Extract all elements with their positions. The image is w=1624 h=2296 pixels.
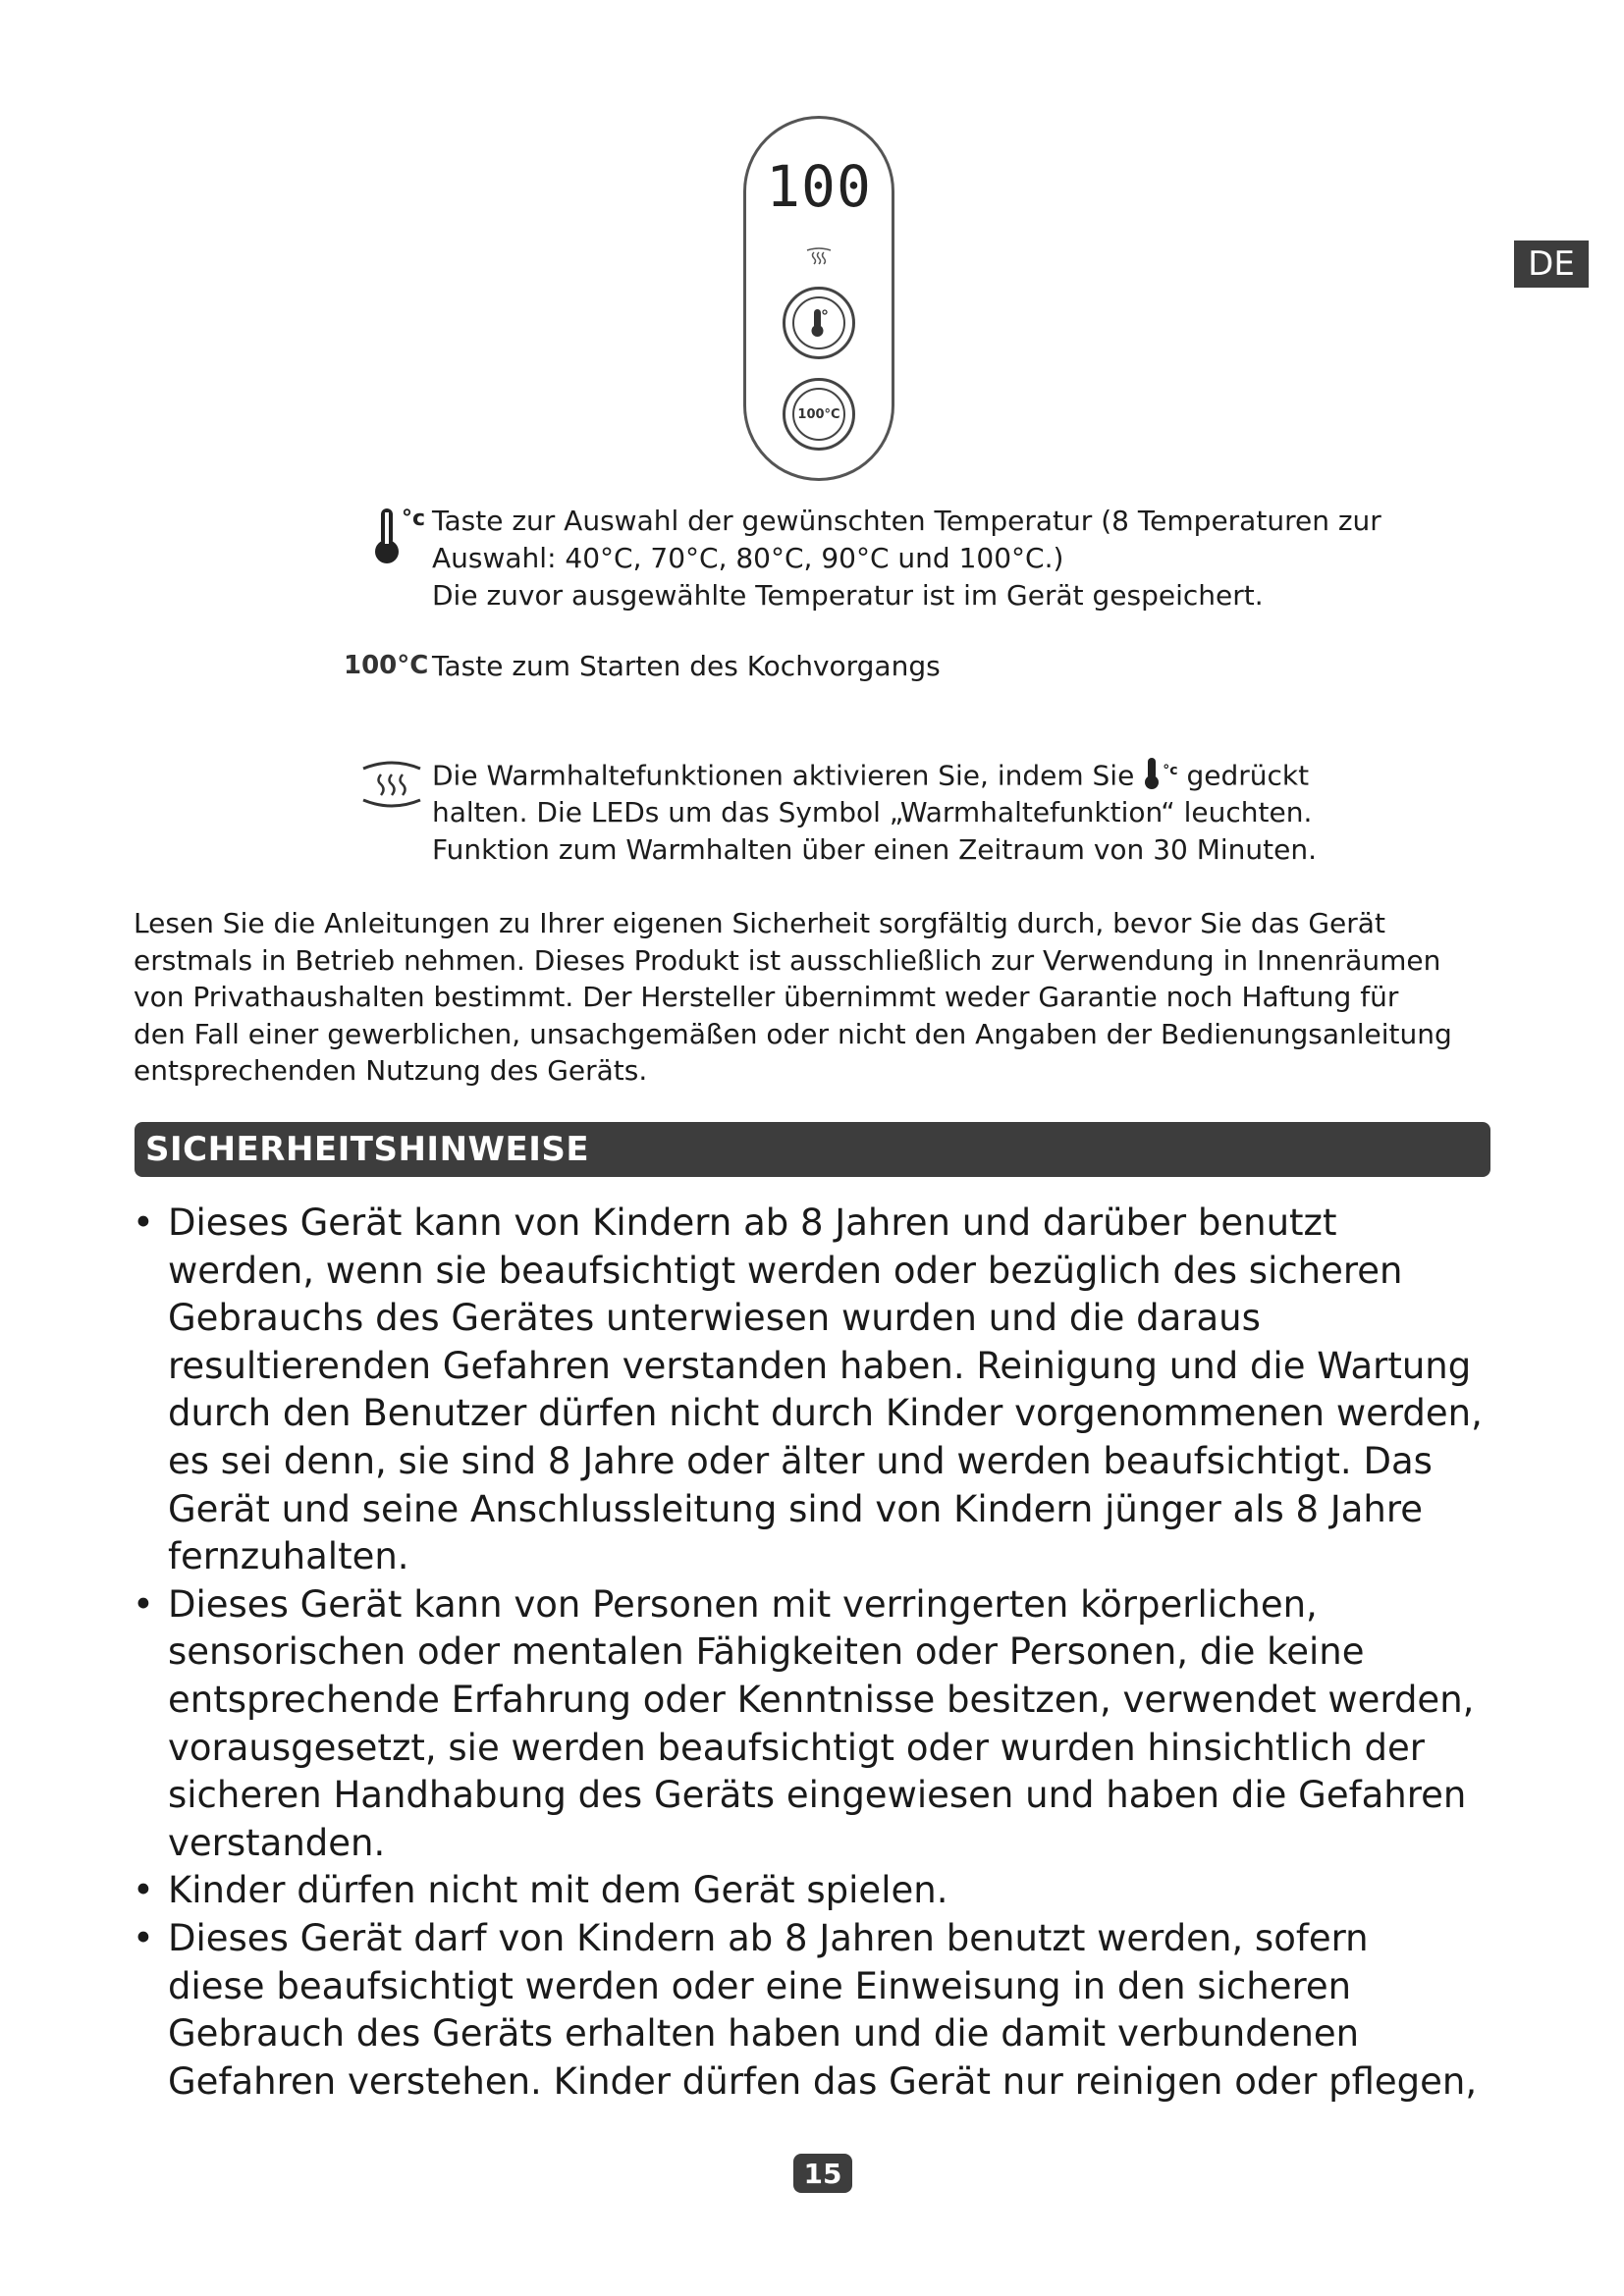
list-item: • Dieses Gerät kann von Kindern ab 8 Jahren und darüber benutzt werden, wenn sie beaufsichtigt werden oder bezüglich des sicheren Gebrauchs des Gerätes unterwiesen wurden und die daraus resultierenden Gefahren verstanden haben. Reinigung und die Wartung durch den Benutzer dürfen nicht durch Kinder vorgenommenen werden, es sei denn, sie sind 8 Jahre oder älter und werden beaufsichtigt. Das Gerät und seine Anschlussleitung sind von Kindern jünger als 8 Jahre fernzuhalten.: [130, 1200, 1504, 1581]
temperature-select-button[interactable]: [783, 287, 855, 359]
thermometer-icon: [1143, 757, 1163, 790]
safety-list: [130, 1200, 1504, 2106]
boil-start-button[interactable]: [783, 378, 855, 451]
keep-warm-icon: [359, 755, 424, 814]
list-item: • Dieses Gerät darf von Kindern ab 8 Jahren benutzt werden, sofern diese beaufsichtigt werden oder eine Einweisung in den sicheren Gebrauch des Geräts erhalten haben und die damit verbundenen Gefahren verstehen. Kinder dürfen das Gerät nur reinigen oder pflegen,: [130, 1915, 1504, 2106]
section-title: SICHERHEITSHINWEISE: [135, 1122, 1490, 1177]
page-number: 15: [793, 2154, 852, 2193]
boil-icon-label: 100°C: [344, 651, 429, 680]
temperature-display: 100: [766, 153, 872, 220]
list-item: • Dieses Gerät kann von Personen mit verringerten körperlichen, sensorischen oder mentalen Fähigkeiten oder Personen, die keine entsprechende Erfahrung oder Kenntnisse besitzen, verwendet werden, vorausgesetzt, sie werden beaufsichtigt oder wurden hinsichtlich der sicheren Handhabung des Geräts eingewiesen und haben die Gefahren verstanden.: [130, 1581, 1504, 1868]
language-tab: DE: [1514, 240, 1589, 288]
temp-button-description: Taste zur Auswahl der gewünschten Temperatur (8 Temperaturen zur Auswahl: 40°C, 70°C, 80°C, 90°C und 100°C.) Die zuvor ausgewählte Temperatur ist im Gerät gespeichert.: [432, 505, 1381, 612]
keep-warm-indicator-icon: [805, 246, 833, 266]
control-panel-illustration: [743, 116, 894, 481]
boil-button-label: 100°C: [792, 388, 845, 441]
temp-icon-unit: °c: [402, 507, 426, 531]
keep-warm-description: Die Warmhaltefunktionen aktivieren Sie, indem Sie $^{^\circ c}$ gedrückt halten. Die LEDs um das Symbol „Warmhaltefunktion“ leuchten. Funktion zum Warmhalten über einen Zeitraum von 30 Minuten.: [432, 759, 1318, 867]
thermometer-icon: [372, 507, 402, 567]
thermometer-icon: [808, 307, 830, 339]
boil-button-description: Taste zum Starten des Kochvorgangs: [432, 650, 941, 682]
intro-paragraph: Lesen Sie die Anleitungen zu Ihrer eigenen Sicherheit sorgfältig durch, bevor Sie das Gerät erstmals in Betrieb nehmen. Dieses Produkt ist ausschließlich zur Verwendung in Innenräumen von Privathaushalten bestimmt. Der Hersteller übernimmt weder Garantie noch Haftung für den Fall einer gewerblichen, unsachgemäßen oder nicht den Angaben der Bedienungsanleitung entsprechenden Nutzung des Geräts.: [134, 907, 1452, 1087]
list-item: • Kinder dürfen nicht mit dem Gerät spielen.: [130, 1867, 1504, 1915]
